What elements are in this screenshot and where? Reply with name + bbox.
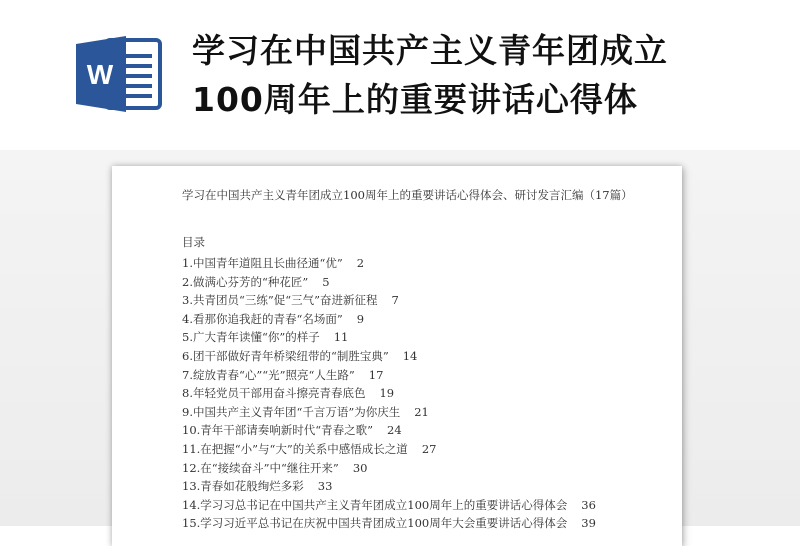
toc-item-text: 1.中国青年道阻且长曲径通“优”: [182, 256, 343, 270]
toc-item[interactable]: [182, 421, 596, 440]
toc-item-text: 13.青春如花般绚烂多彩: [182, 479, 304, 494]
toc-item-text: 3.共青团员“三练”促“三气”奋进新征程: [182, 293, 378, 308]
title-line-1: 学习在中国共产主义青年团成立: [192, 31, 668, 70]
word-logo-letter: W: [86, 59, 114, 90]
document-page[interactable]: [112, 166, 682, 546]
toc-item-text: 12.在“接续奋斗”中“继往开来”: [182, 460, 339, 475]
table-of-contents: [182, 254, 596, 533]
toc-item[interactable]: [182, 459, 596, 478]
toc-item[interactable]: [182, 477, 596, 496]
toc-item-text: 4.看那你追我赶的青春“名场面”: [182, 311, 343, 326]
toc-item-text: 5.广大青年读懂“你”的样子: [182, 330, 320, 345]
toc-item-page: 7: [391, 293, 399, 308]
toc-item-text: 15.学习习近平总书记在庆祝中国共青团成立100周年大会重要讲话心得体会: [182, 516, 568, 531]
toc-item-page: 30: [352, 460, 368, 475]
toc-item[interactable]: [182, 347, 596, 366]
toc-item-page: 36: [581, 497, 596, 512]
toc-item[interactable]: [182, 366, 596, 385]
toc-item[interactable]: [182, 254, 596, 273]
toc-item-text: 7.绽放青春“心”“光”照亮“人生路”: [182, 367, 355, 382]
toc-item[interactable]: [182, 291, 596, 310]
toc-item-text: 2.做满心芬芳的“种花匠”: [182, 274, 309, 289]
toc-item-text: 8.年轻党员干部用奋斗擦亮青春底色: [182, 386, 366, 401]
toc-item-page: 21: [414, 404, 429, 419]
toc-item-page: 19: [379, 386, 395, 401]
word-icon: [76, 34, 164, 114]
document-intro: [156, 186, 676, 205]
toc-item[interactable]: [182, 310, 596, 329]
toc-item-page: 24: [387, 423, 402, 438]
toc-item-page: 17: [368, 367, 384, 382]
toc-item[interactable]: [182, 328, 596, 347]
toc-item[interactable]: [182, 496, 596, 515]
toc-item[interactable]: [182, 514, 596, 533]
toc-item-page: 33: [317, 479, 333, 494]
toc-item[interactable]: [182, 384, 596, 403]
toc-item-page: 39: [581, 516, 596, 531]
toc-item-text: 9.中国共产主义青年团“千言万语”为你庆生: [182, 404, 401, 419]
toc-item[interactable]: [182, 273, 596, 292]
toc-item-page: 14: [402, 348, 418, 363]
toc-item[interactable]: [182, 440, 596, 459]
toc-item-text: 14.学习习总书记在中国共产主义青年团成立100周年上的重要讲话心得体会: [182, 497, 568, 512]
toc-item-page: 11: [333, 330, 349, 345]
toc-item-page: 5: [322, 274, 330, 289]
page-title: [192, 26, 782, 124]
toc-item-page: 27: [421, 441, 437, 456]
toc-item-text: 6.团干部做好青年桥梁纽带的“制胜宝典”: [182, 348, 389, 363]
toc-item[interactable]: [182, 403, 596, 422]
toc-item-text: 11.在把握“小”与“大”的关系中感悟成长之道: [182, 441, 408, 456]
toc-item-page: 9: [356, 311, 365, 326]
intro-text: 学习在中国共产主义青年团成立100周年上的重要讲话心得体会、研讨发言汇编（17篇）: [182, 188, 633, 202]
toc-heading: 目录: [182, 235, 205, 249]
title-line-2: 100周年上的重要讲话心得体: [192, 80, 638, 119]
toc-item-page: 2: [356, 256, 365, 270]
toc-item-text: 10.青年干部请奏响新时代“青春之歌”: [182, 423, 374, 438]
